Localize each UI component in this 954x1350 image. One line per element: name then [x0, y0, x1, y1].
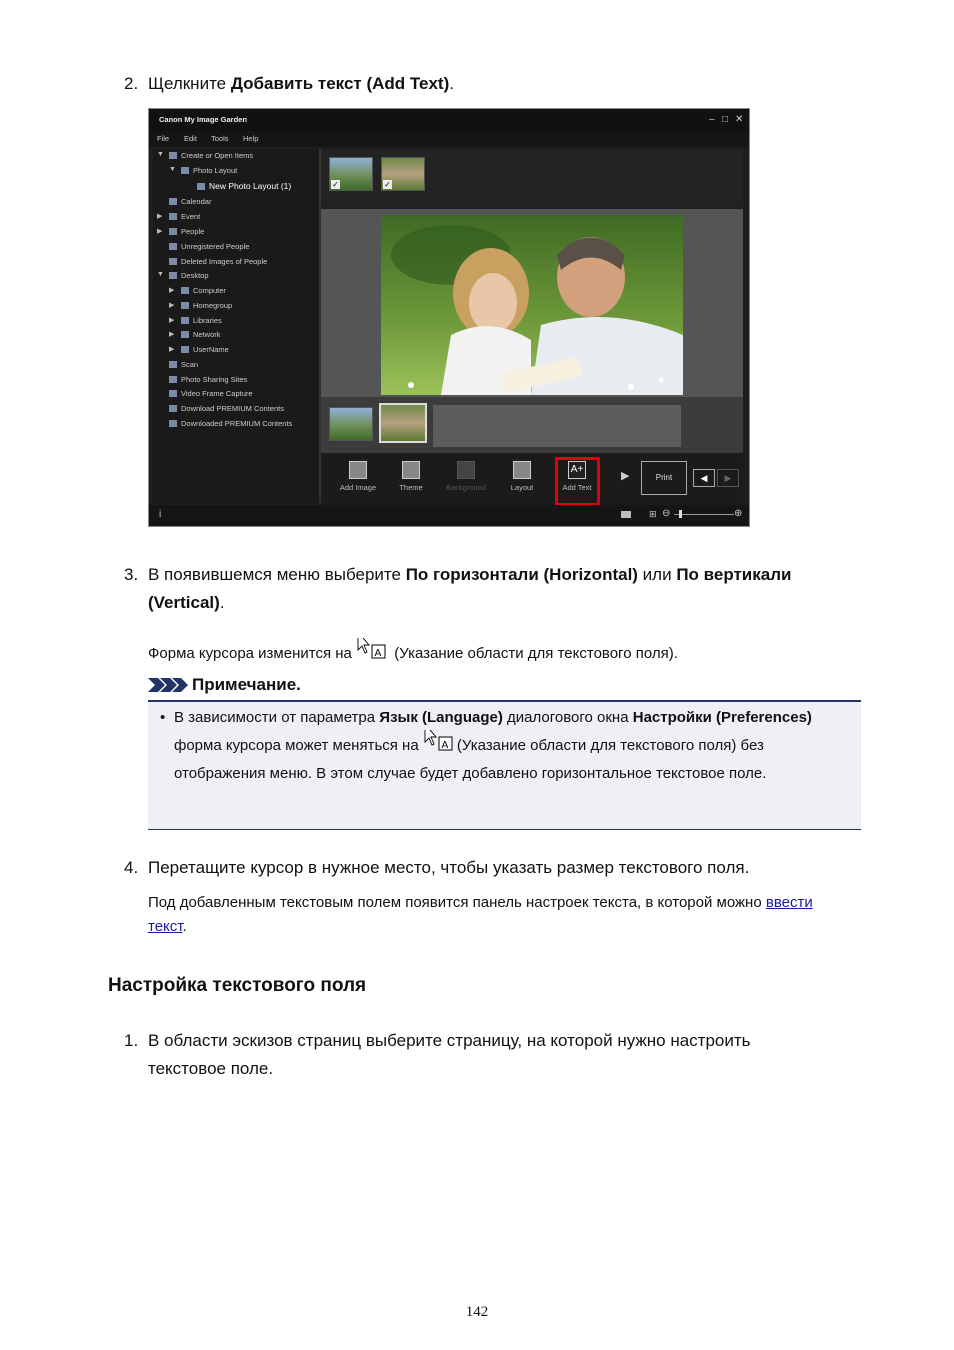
tree-label: Downloaded PREMIUM Contents: [181, 419, 293, 428]
layout-icon: [197, 183, 205, 190]
tree-item-homegroup[interactable]: ▶ Homegroup: [169, 301, 233, 310]
minimize-icon[interactable]: –: [709, 114, 715, 125]
tree-label: Scan: [181, 360, 199, 369]
computer-icon: [181, 287, 189, 294]
bullet: •: [160, 709, 166, 726]
tree-item-new-layout[interactable]: [197, 181, 291, 191]
image-thumbnail-bar: [321, 149, 743, 207]
tool-label: Add Image: [339, 483, 377, 492]
event-icon: [169, 213, 177, 220]
fit-icon[interactable]: ⊞: [649, 509, 657, 519]
forward-icon[interactable]: ▶: [717, 469, 739, 487]
text: (Указание области для текстового поля).: [394, 645, 678, 662]
tree-item-photo-layout[interactable]: ▼ Photo Layout: [169, 166, 238, 175]
window-title: Canon My Image Garden: [159, 115, 247, 124]
title-bar: [149, 109, 749, 131]
step-bold: По горизонтали (Horizontal): [405, 565, 638, 584]
theme-icon: [402, 461, 420, 479]
person-icon: [169, 258, 177, 265]
step-number: 4.: [124, 858, 139, 877]
enter-text-link[interactable]: ввести текст: [148, 894, 813, 935]
page-thumbnail-bar: [321, 397, 743, 453]
step-number: 2.: [124, 74, 139, 93]
text: форма курсора может меняться на: [174, 737, 423, 754]
tree-item-network[interactable]: ▶ Network: [169, 330, 221, 339]
tree-label: Create or Open Items: [181, 151, 254, 160]
tree-label: Photo Layout: [193, 166, 238, 175]
tree-item-people[interactable]: ▶ People: [157, 227, 205, 236]
add-image-button[interactable]: [335, 461, 381, 501]
tool-label: Layout: [510, 483, 534, 492]
text: Форма курсора изменится на: [148, 645, 357, 662]
tree-item-computer[interactable]: ▶ Computer: [169, 286, 226, 295]
expand-arrow-icon[interactable]: ▶: [621, 470, 630, 482]
back-icon[interactable]: ◀: [693, 469, 715, 487]
text: В зависимости от параметра: [174, 709, 380, 726]
step-number: 3.: [124, 565, 139, 584]
tree-item-event[interactable]: ▶ Event: [157, 212, 201, 221]
add-image-icon: [349, 461, 367, 479]
folder-icon: [181, 317, 189, 324]
tree-item-desktop[interactable]: ▼ Desktop: [157, 271, 209, 280]
layout-icon: [181, 167, 189, 174]
section-heading: Настройка текстового поля: [108, 975, 367, 996]
tree-label: Homegroup: [193, 301, 233, 310]
tree-label: Computer: [193, 286, 226, 295]
svg-text:A: A: [374, 648, 382, 659]
tree-label: Desktop: [181, 271, 209, 280]
tree-label: People: [181, 227, 205, 236]
checkbox-icon[interactable]: ✓: [384, 180, 391, 189]
tree-item-video[interactable]: [169, 389, 253, 398]
text-bold: Настройки (Preferences): [632, 709, 812, 726]
tree-item-username[interactable]: ▶ UserName: [169, 345, 229, 354]
person-icon: [169, 228, 177, 235]
cursor-change-text: [148, 638, 868, 670]
tree-label: Event: [181, 212, 201, 221]
view-icon[interactable]: [621, 511, 631, 518]
step-text: или: [637, 565, 677, 584]
menu-help[interactable]: Help: [243, 134, 259, 143]
tree-item-create[interactable]: ▼ Create or Open Items: [157, 151, 254, 160]
zoom-slider-handle[interactable]: [679, 510, 682, 518]
tree-label: Video Frame Capture: [181, 389, 253, 398]
step-4: [124, 854, 868, 882]
tool-label: Theme: [399, 483, 423, 492]
step-text-end: .: [449, 74, 454, 93]
step-3: [124, 561, 848, 617]
layout-icon: [513, 461, 531, 479]
tree-item-scan[interactable]: [169, 360, 198, 369]
tree-item-sharing[interactable]: [169, 375, 247, 384]
add-text-icon: A+: [568, 461, 586, 479]
page-thumbnail-selected[interactable]: [379, 403, 427, 443]
zoom-in-icon[interactable]: ⊕: [734, 508, 743, 519]
menu-edit[interactable]: Edit: [184, 134, 197, 143]
layout-button[interactable]: [499, 461, 545, 501]
tree-label: Calendar: [181, 197, 212, 206]
print-button[interactable]: Print: [641, 461, 687, 495]
layout-photo[interactable]: [381, 215, 683, 395]
tree-label: Download PREMIUM Contents: [181, 404, 284, 413]
film-icon: [169, 390, 177, 397]
user-icon: [181, 346, 189, 353]
step-text: В появившемся меню выберите: [148, 565, 406, 584]
page-thumbnail[interactable]: [329, 407, 373, 441]
tree-label: Network: [193, 330, 221, 339]
navigation-tree: [153, 149, 321, 503]
step-4-detail: [148, 891, 853, 939]
step-text-end: .: [219, 593, 225, 612]
tree-label: Unregistered People: [181, 242, 250, 251]
step-text: Щелкните: [148, 74, 231, 93]
person-icon: [169, 243, 177, 250]
text: (Указание области для текстового поля) без отображения меню. В этом случае будет добавлено горизонтальное текстовое поле.: [174, 737, 767, 782]
step-bold: Добавить текст (Add Text): [230, 74, 450, 93]
menu-tools[interactable]: Tools: [211, 134, 229, 143]
homegroup-icon: [181, 302, 189, 309]
page-number: 142: [465, 1304, 489, 1320]
text-area-cursor-icon: [356, 638, 390, 670]
background-button[interactable]: [443, 461, 489, 501]
background-icon: [457, 461, 475, 479]
zoom-slider[interactable]: [674, 514, 734, 515]
step-2: [124, 70, 868, 98]
tree-item-download[interactable]: [169, 404, 284, 413]
step-text: Перетащите курсор в нужное место, чтобы указать размер текстового поля.: [148, 858, 750, 877]
theme-button[interactable]: [388, 461, 434, 501]
background-preview: [433, 405, 681, 447]
tool-label: Background: [445, 483, 487, 492]
note-arrows-icon: [148, 678, 188, 692]
bottom-toolbar: [321, 455, 743, 505]
network-icon: [181, 331, 189, 338]
text: .: [182, 918, 187, 935]
tree-label: New Photo Layout (1): [209, 181, 292, 191]
text: Под добавленным текстовым полем появится панель настроек текста, в которой можно: [148, 894, 766, 911]
tree-label: Deleted Images of People: [181, 257, 268, 266]
tree-label: UserName: [193, 345, 229, 354]
tree-label: Photo Sharing Sites: [181, 375, 248, 384]
close-icon[interactable]: ✕: [735, 114, 744, 125]
create-icon: [169, 152, 177, 159]
step-text: В области эскизов страниц выберите страницу, на которой нужно настроить текстовое поле.: [148, 1031, 751, 1078]
calendar-icon: [169, 198, 177, 205]
text-area-cursor-icon: [423, 730, 457, 762]
tool-label: Add Text: [562, 483, 592, 492]
zoom-out-icon[interactable]: ⊖: [662, 508, 671, 519]
layout-canvas: [321, 209, 743, 397]
text-bold: Язык (Language): [379, 709, 503, 726]
tree-label: Libraries: [193, 316, 222, 325]
status-bar: [149, 505, 749, 526]
note-body: [148, 702, 861, 830]
folder-icon: [169, 420, 177, 427]
note-header: [148, 674, 861, 702]
menu-file[interactable]: File: [157, 134, 170, 143]
add-text-highlight: [555, 457, 600, 506]
step-bold: По вертикали (Vertical): [148, 565, 792, 612]
sharing-icon: [169, 376, 177, 383]
note-item: [160, 706, 848, 786]
menu-bar: [149, 131, 749, 147]
maximize-icon[interactable]: □: [722, 114, 729, 125]
step-number: 1.: [124, 1031, 139, 1050]
tree-item-downloaded[interactable]: [169, 419, 292, 428]
scan-icon: [169, 361, 177, 368]
svg-text:A: A: [441, 740, 449, 751]
tree-item-libraries[interactable]: ▶ Libraries: [169, 316, 222, 325]
tree-item-deleted[interactable]: [169, 257, 267, 266]
app-screenshot: [148, 108, 750, 527]
step-1: [124, 1027, 808, 1083]
text: диалогового окна: [502, 709, 633, 726]
info-icon[interactable]: i: [159, 509, 162, 520]
tree-item-calendar[interactable]: [169, 197, 211, 206]
checkbox-icon[interactable]: ✓: [332, 180, 339, 189]
note-title: Примечание.: [192, 675, 301, 694]
desktop-icon: [169, 272, 177, 279]
tree-item-unregistered[interactable]: [169, 242, 249, 251]
download-icon: [169, 405, 177, 412]
